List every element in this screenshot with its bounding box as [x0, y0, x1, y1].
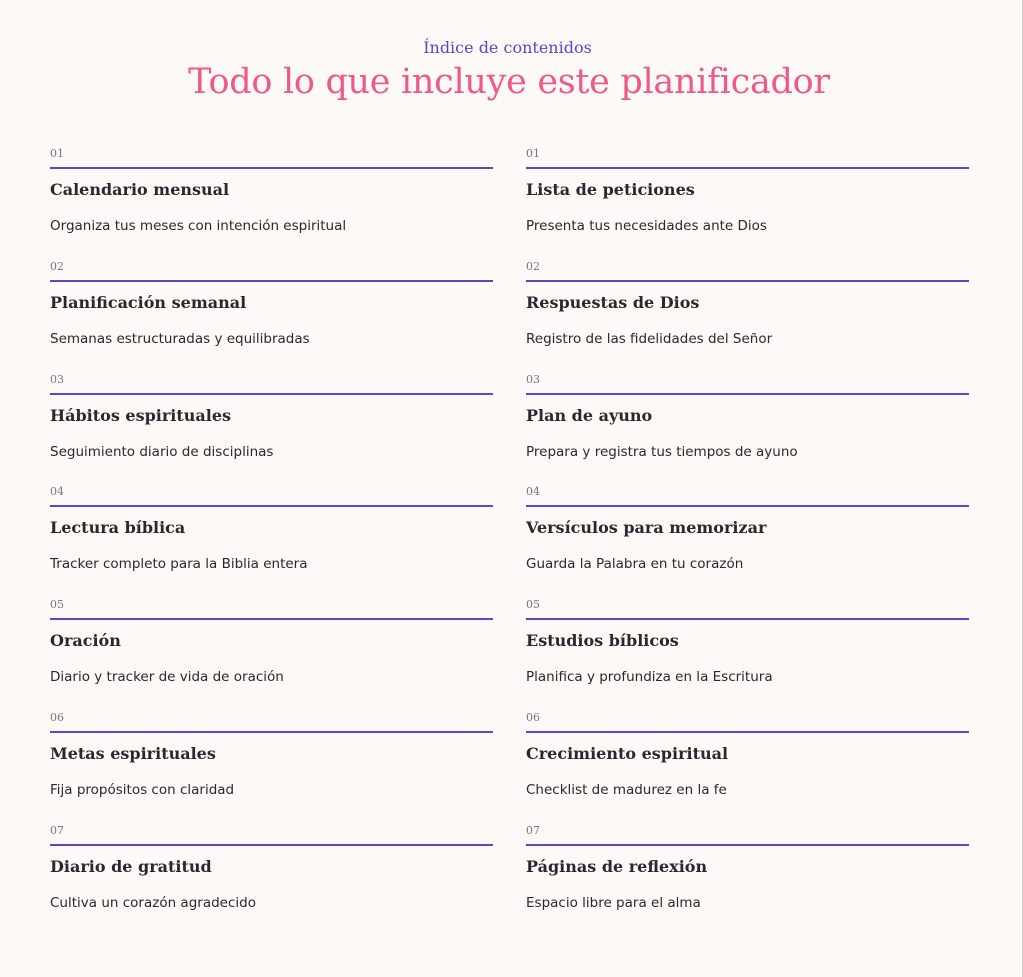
- item-divider: [526, 393, 969, 395]
- contents-item: [50, 147, 493, 260]
- contents-item: [526, 485, 969, 598]
- item-description: Checklist de madurez en la fe: [526, 781, 727, 798]
- item-title: Lectura bíblica: [50, 518, 186, 538]
- contents-column-left: [50, 147, 493, 937]
- page-title: Todo lo que incluye este planificador: [188, 62, 830, 102]
- item-divider: [526, 280, 969, 282]
- item-number: 04: [50, 485, 64, 499]
- contents-item: [526, 711, 969, 824]
- item-number: 05: [50, 598, 64, 612]
- item-description: Presenta tus necesidades ante Dios: [526, 218, 767, 234]
- item-description: Organiza tus meses con intención espiritual: [50, 218, 347, 234]
- item-number: 03: [526, 372, 540, 386]
- contents-item: [50, 260, 493, 373]
- item-number: 04: [526, 485, 540, 499]
- item-title: Estudios bíblicos: [526, 631, 679, 651]
- item-number: 01: [526, 147, 540, 160]
- item-description: Seguimiento diario de disciplinas: [50, 443, 274, 460]
- item-number: 05: [526, 598, 540, 612]
- contents-column-right: [526, 147, 969, 937]
- item-title: Oración: [50, 631, 121, 651]
- item-number: 06: [50, 710, 64, 724]
- contents-item: [50, 485, 493, 598]
- contents-item: [50, 373, 493, 486]
- contents-item: [526, 373, 969, 486]
- item-divider: [50, 844, 493, 846]
- contents-item: [526, 598, 969, 711]
- contents-item: [50, 711, 493, 824]
- item-description: Registro de las fidelidades del Señor: [526, 330, 773, 347]
- item-divider: [50, 280, 493, 282]
- item-divider: [526, 731, 969, 733]
- contents-item: [526, 147, 969, 260]
- section-eyebrow: Índice de contenidos: [423, 38, 592, 57]
- item-title: Diario de gratitud: [50, 856, 212, 876]
- item-number: 01: [50, 147, 64, 160]
- item-description: Diario y tracker de vida de oración: [50, 669, 284, 686]
- item-divider: [50, 505, 493, 507]
- item-number: 07: [50, 823, 64, 837]
- item-title: Plan de ayuno: [526, 405, 653, 425]
- item-divider: [50, 393, 493, 395]
- item-title: Versículos para memorizar: [526, 518, 767, 538]
- item-number: 07: [526, 823, 540, 837]
- contents-item: [526, 824, 969, 937]
- item-title: Crecimiento espiritual: [526, 743, 729, 763]
- item-divider: [50, 731, 493, 733]
- item-title: Metas espirituales: [50, 743, 216, 763]
- item-title: Páginas de reflexión: [526, 856, 708, 876]
- item-divider: [50, 167, 493, 169]
- item-divider: [526, 167, 969, 169]
- item-number: 06: [526, 710, 540, 724]
- contents-item: [526, 260, 969, 373]
- item-number: 02: [50, 259, 64, 273]
- item-title: Planificación semanal: [50, 292, 247, 312]
- item-description: Guarda la Palabra en tu corazón: [526, 556, 744, 573]
- item-title: Hábitos espirituales: [50, 405, 232, 425]
- item-number: 03: [50, 372, 64, 386]
- item-description: Cultiva un corazón agradecido: [50, 894, 256, 911]
- contents-item: [50, 824, 493, 937]
- item-description: Fija propósitos con claridad: [50, 781, 235, 798]
- item-description: Planifica y profundiza en la Escritura: [526, 669, 773, 686]
- item-divider: [526, 505, 969, 507]
- item-title: Lista de peticiones: [526, 180, 695, 199]
- contents-item: [50, 598, 493, 711]
- item-divider: [526, 844, 969, 846]
- item-description: Semanas estructuradas y equilibradas: [50, 330, 310, 347]
- item-divider: [526, 618, 969, 620]
- item-description: Prepara y registra tus tiempos de ayuno: [526, 443, 798, 460]
- item-title: Respuestas de Dios: [526, 292, 700, 312]
- item-title: Calendario mensual: [50, 180, 230, 199]
- item-description: Tracker completo para la Biblia entera: [50, 556, 308, 573]
- item-number: 02: [526, 259, 540, 273]
- item-divider: [50, 618, 493, 620]
- item-description: Espacio libre para el alma: [526, 894, 701, 911]
